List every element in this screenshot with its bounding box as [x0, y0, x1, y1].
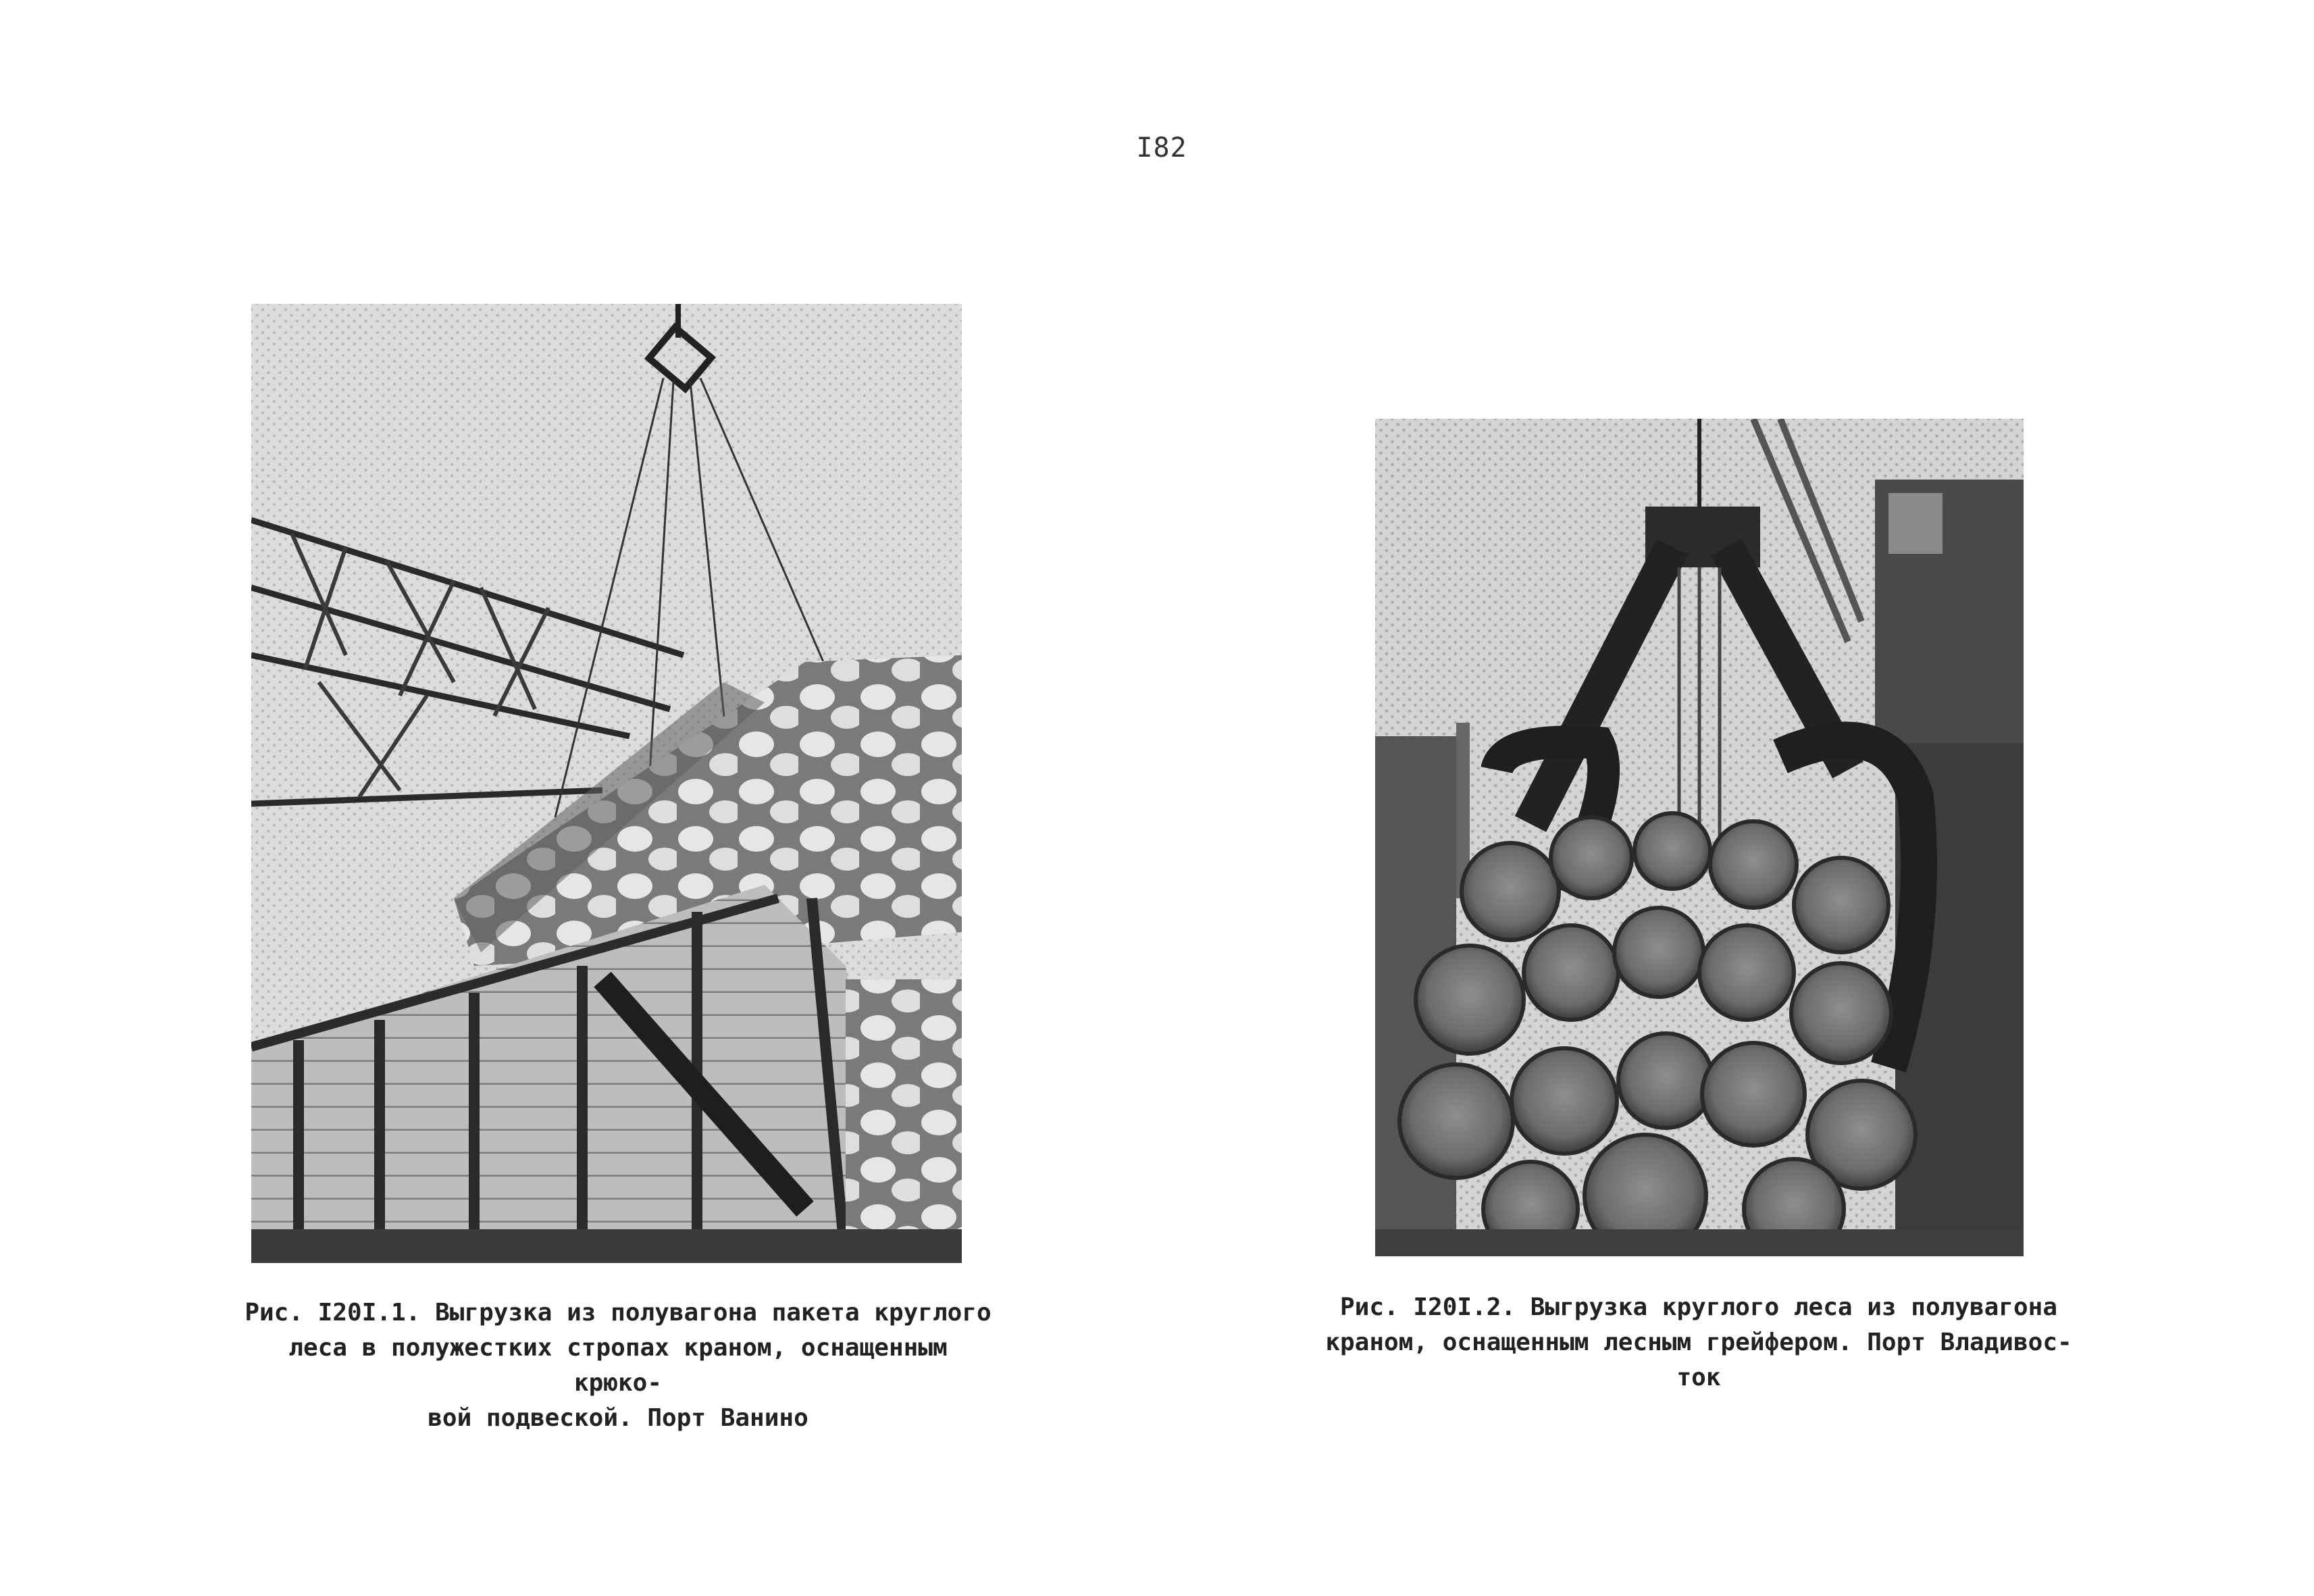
figure-caption-2: [1317, 1290, 2080, 1395]
caption-line: Рис. I20I.1. Выгрузка из полувагона пакета круглого: [245, 1299, 992, 1327]
photo-log-bundle-unloading: [251, 304, 962, 1263]
caption-line: Рис. I20I.2. Выгрузка круглого леса из полувагона: [1339, 1293, 2058, 1321]
photo-log-bundle-image: [251, 304, 962, 1263]
figure-caption-1: [243, 1295, 993, 1436]
photo-log-grapple-image: [1375, 419, 2024, 1256]
caption-line: вой подвеской. Порт Ванино: [428, 1404, 808, 1432]
caption-line: ток: [1676, 1364, 1721, 1391]
caption-line: леса в полужестких стропах краном, оснащенным крюко-: [288, 1334, 948, 1397]
caption-line: краном, оснащенным лесным грейфером. Порт Владивос-: [1325, 1329, 2072, 1356]
page-number: I82: [1136, 132, 1187, 163]
photo-log-grapple-unloading: [1375, 419, 2024, 1256]
